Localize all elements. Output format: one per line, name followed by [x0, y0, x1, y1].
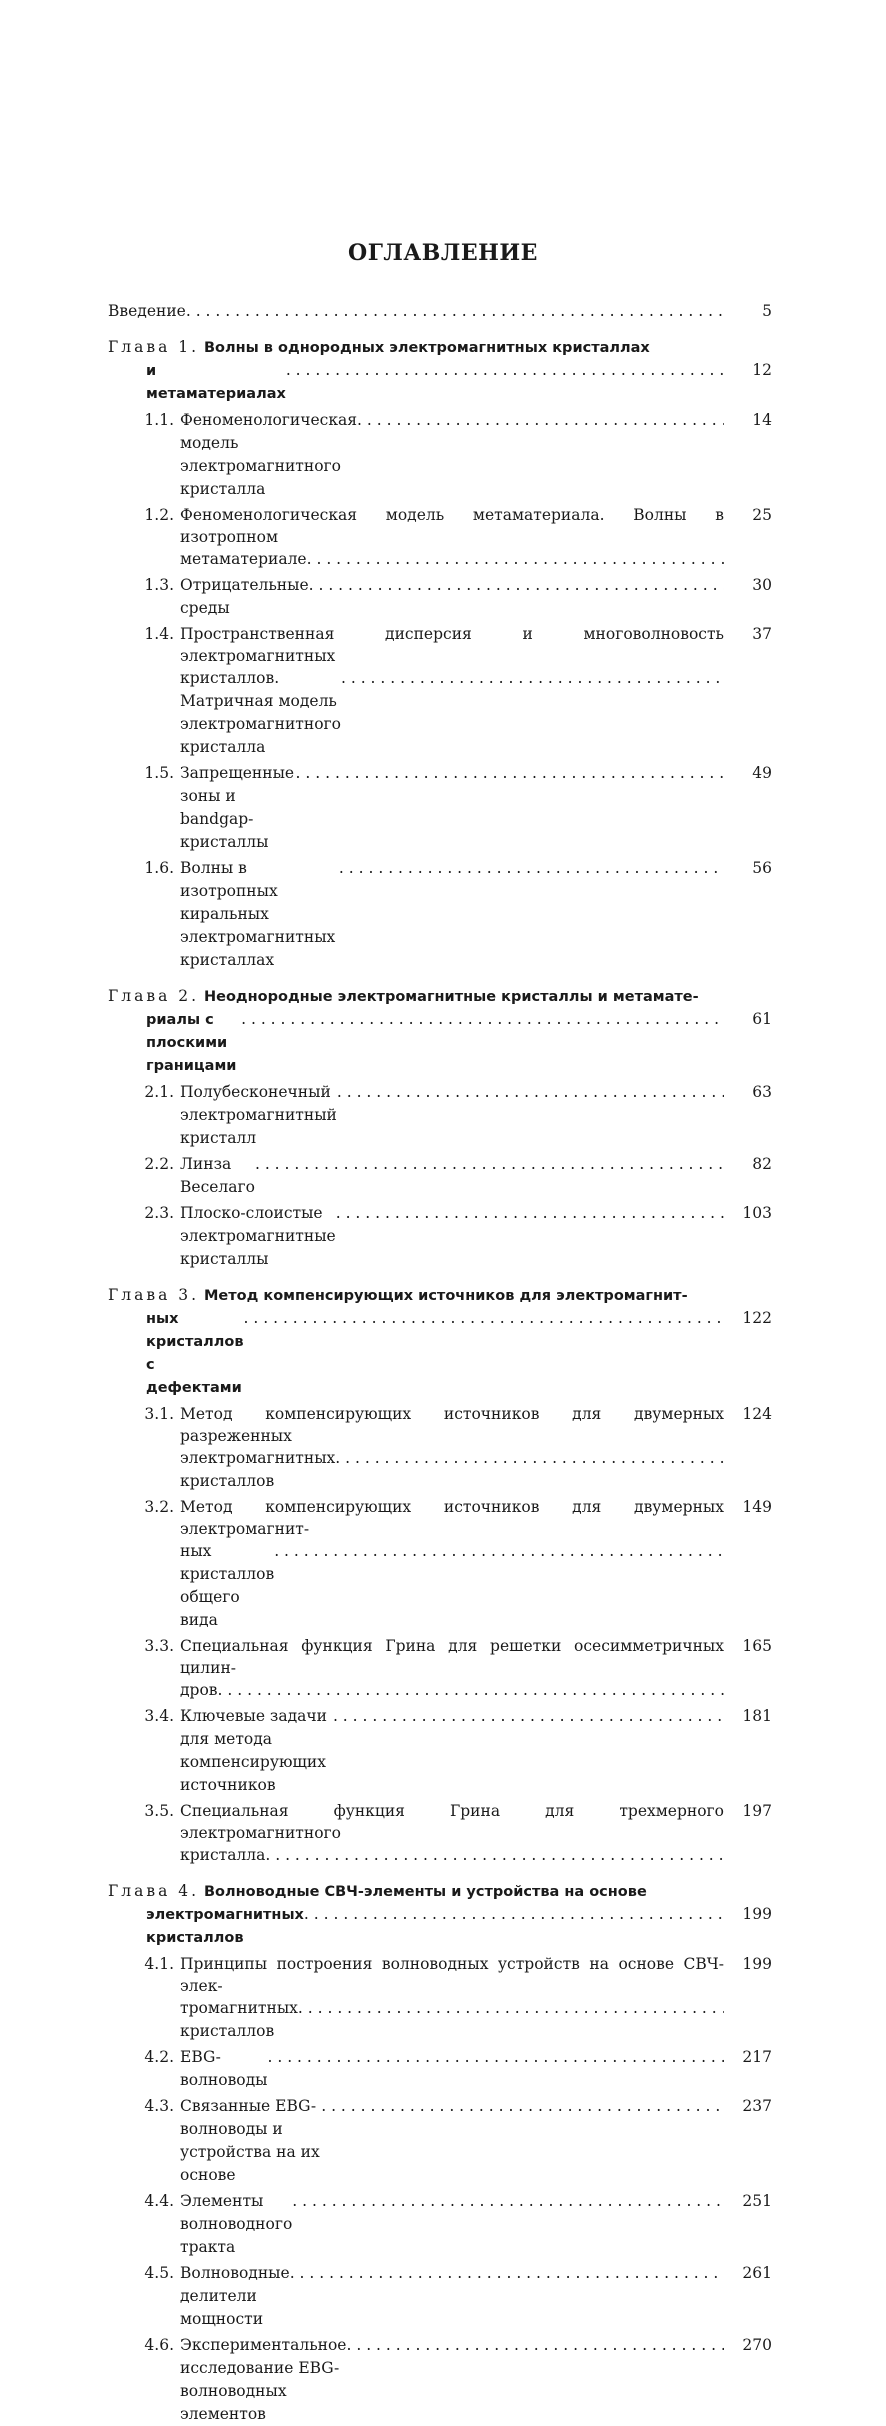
page-number: 124 [742, 1405, 772, 1423]
leader-dots [321, 2095, 724, 2118]
page-number: 165 [742, 1637, 772, 1655]
leader-dots [255, 1153, 724, 1176]
leader-dots [335, 1447, 724, 1470]
page-number: 49 [752, 764, 772, 782]
section-number: 2.1. [144, 1083, 174, 1101]
toc-section-2-3[interactable] [108, 1202, 772, 1271]
leader-dots [241, 1008, 724, 1031]
page-number: 237 [742, 2097, 772, 2115]
page-number: 197 [742, 1802, 772, 1820]
page-number: 25 [752, 506, 772, 524]
section-title: Элементы волноводного тракта [180, 2192, 293, 2256]
section-number: 2.2. [144, 1155, 174, 1173]
leader-dots [186, 300, 724, 323]
section-number: 1.2. [144, 506, 174, 524]
section-title: тромагнитных кристаллов [180, 1999, 298, 2040]
section-title: кристаллов. Матричная модель электромагнитного кристалла [180, 669, 341, 756]
leader-dots [333, 1705, 724, 1728]
page-number: 61 [752, 1010, 772, 1028]
section-number: 4.4. [144, 2192, 174, 2210]
toc-section-3-5[interactable] [108, 1800, 772, 1867]
table-of-contents [108, 300, 772, 2426]
toc-section-4-4[interactable] [108, 2190, 772, 2259]
section-number: 4.3. [144, 2097, 174, 2115]
chapter-1[interactable] [108, 336, 772, 406]
leader-dots [298, 1997, 724, 2020]
page-number: 270 [742, 2336, 772, 2354]
chapter-title-line1: Неоднородные электромагнитные кристаллы и метамате- [203, 989, 699, 1005]
toc-section-4-2[interactable] [108, 2046, 772, 2092]
leader-dots [292, 2190, 724, 2213]
chapter-prefix: Глава 1. [108, 338, 200, 356]
leader-dots [218, 1679, 724, 1702]
page-number: 122 [742, 1309, 772, 1327]
leader-dots [337, 1081, 724, 1104]
chapter-prefix: Глава 2. [108, 987, 200, 1005]
section-title: кристалла [180, 1846, 266, 1864]
leader-dots [286, 359, 724, 382]
section-title: Запрещенные зоны и bandgap-кристаллы [180, 764, 295, 851]
page-title: ОГЛАВЛЕНИЕ [348, 240, 538, 266]
page-number: 37 [752, 625, 772, 643]
leader-dots [304, 1903, 724, 1926]
section-title: Полубесконечный электромагнитный кристалл [180, 1083, 337, 1147]
page-number: 251 [742, 2192, 772, 2210]
section-title: дров [180, 1681, 218, 1699]
section-title: Отрицательные среды [180, 576, 309, 617]
section-number: 2.3. [144, 1204, 174, 1222]
leader-dots [265, 1844, 724, 1867]
page-number: 181 [742, 1707, 772, 1725]
toc-section-1-3[interactable] [108, 574, 772, 620]
section-number: 3.3. [144, 1637, 174, 1655]
section-title-line1: Феноменологическая модель метаматериала. Волны в изотропном [180, 506, 724, 546]
section-number: 3.5. [144, 1802, 174, 1820]
leader-dots [244, 1307, 724, 1330]
toc-section-3-4[interactable] [108, 1705, 772, 1797]
toc-entry-intro[interactable] [108, 300, 772, 323]
section-title: Экспериментальное исследование EBG-волноводных элементов [180, 2336, 347, 2423]
leader-dots [357, 409, 724, 432]
section-number: 1.6. [144, 859, 174, 877]
chapter-title-line2: и метаматериалах [146, 363, 286, 402]
section-title: Волноводные делители мощности [180, 2264, 290, 2328]
chapter-title-line2: электромагнитных кристаллов [146, 1907, 304, 1946]
page-number: 149 [742, 1498, 772, 1516]
section-number: 4.5. [144, 2264, 174, 2282]
leader-dots [290, 2262, 724, 2285]
toc-section-3-3[interactable] [108, 1635, 772, 1702]
section-title: EBG-волноводы [180, 2048, 268, 2089]
section-number: 1.4. [144, 625, 174, 643]
toc-section-2-2[interactable] [108, 1153, 772, 1199]
section-number: 4.2. [144, 2048, 174, 2066]
page-number: 199 [742, 1955, 772, 1973]
section-number: 3.4. [144, 1707, 174, 1725]
toc-section-3-1[interactable] [108, 1403, 772, 1493]
toc-section-1-6[interactable] [108, 857, 772, 972]
chapter-4[interactable] [108, 1880, 772, 1950]
section-number: 4.1. [144, 1955, 174, 1973]
section-number: 1.5. [144, 764, 174, 782]
leader-dots [309, 574, 724, 597]
chapter-3[interactable] [108, 1284, 772, 1400]
section-title-line1: Специальная функция Грина для решетки осесимметричных цилин- [180, 1637, 724, 1677]
toc-section-4-3[interactable] [108, 2095, 772, 2187]
section-title-line1: Принципы построения волноводных устройств на основе СВЧ-элек- [180, 1955, 724, 1995]
page-number: 217 [742, 2048, 772, 2066]
section-title: Волны в изотропных киральных электромагнитных кристаллах [180, 859, 336, 969]
page-number: 63 [752, 1083, 772, 1101]
section-number: 4.6. [144, 2336, 174, 2354]
section-title: Линза Веселаго [180, 1155, 255, 1196]
chapter-title-line2: риалы с плоскими границами [146, 1012, 237, 1074]
leader-dots [268, 2046, 725, 2069]
page-number: 199 [742, 1905, 772, 1923]
toc-section-1-1[interactable] [108, 409, 772, 501]
toc-section-1-5[interactable] [108, 762, 772, 854]
toc-section-2-1[interactable] [108, 1081, 772, 1150]
chapter-title-line1: Метод компенсирующих источников для электромагнит- [203, 1288, 688, 1304]
page-number: 14 [752, 411, 772, 429]
page-number: 103 [742, 1204, 772, 1222]
section-title: Связанные EBG-волноводы и устройства на их основе [180, 2097, 320, 2184]
section-title: ных кристаллов общего вида [180, 1542, 275, 1629]
leader-dots [336, 1202, 724, 1225]
toc-section-1-2[interactable] [108, 504, 772, 571]
section-number: 1.1. [144, 411, 174, 429]
chapter-title-line1: Волноводные СВЧ-элементы и устройства на основе [203, 1884, 647, 1900]
chapter-prefix: Глава 4. [108, 1882, 200, 1900]
leader-dots [346, 2334, 724, 2357]
leader-dots [339, 857, 724, 880]
section-number: 3.1. [144, 1405, 174, 1423]
toc-section-4-6[interactable] [108, 2334, 772, 2426]
chapter-title-line1: Волны в однородных электромагнитных кристаллах [203, 340, 650, 356]
page-number: 82 [752, 1155, 772, 1173]
page-number: 30 [752, 576, 772, 594]
section-title: Феноменологическая модель электромагнитного кристалла [180, 411, 358, 498]
leader-dots [307, 548, 724, 571]
page-number: 5 [762, 302, 772, 320]
page-number: 261 [742, 2264, 772, 2282]
toc-section-3-2[interactable] [108, 1496, 772, 1632]
section-title: Ключевые задачи для метода компенсирующих источников [180, 1707, 327, 1794]
section-title-line1: Специальная функция Грина для трехмерного электромагнитного [180, 1802, 724, 1842]
page-number: 12 [752, 361, 772, 379]
section-number: 1.3. [144, 576, 174, 594]
chapter-prefix: Глава 3. [108, 1286, 200, 1304]
leader-dots [341, 667, 724, 690]
toc-section-4-5[interactable] [108, 2262, 772, 2331]
section-title-line1: Метод компенсирующих источников для двумерных разреженных [180, 1405, 724, 1445]
toc-entry-label: Введение [108, 302, 186, 320]
section-title-line1: Метод компенсирующих источников для двумерных электромагнит- [180, 1498, 724, 1538]
leader-dots [274, 1540, 724, 1563]
leader-dots [296, 762, 724, 785]
chapter-title-line2: ных кристаллов с дефектами [146, 1311, 244, 1396]
section-title: электромагнитных кристаллов [180, 1449, 336, 1490]
section-title: Плоско-слоистые электромагнитные кристаллы [180, 1204, 336, 1268]
section-title: метаматериале [180, 550, 307, 568]
toc-section-4-1[interactable] [108, 1953, 772, 2043]
chapter-2[interactable] [108, 985, 772, 1078]
toc-section-1-4[interactable] [108, 623, 772, 759]
page-number: 56 [752, 859, 772, 877]
section-title-line1: Пространственная дисперсия и многоволновость электромагнитных [180, 625, 724, 665]
section-number: 3.2. [144, 1498, 174, 1516]
